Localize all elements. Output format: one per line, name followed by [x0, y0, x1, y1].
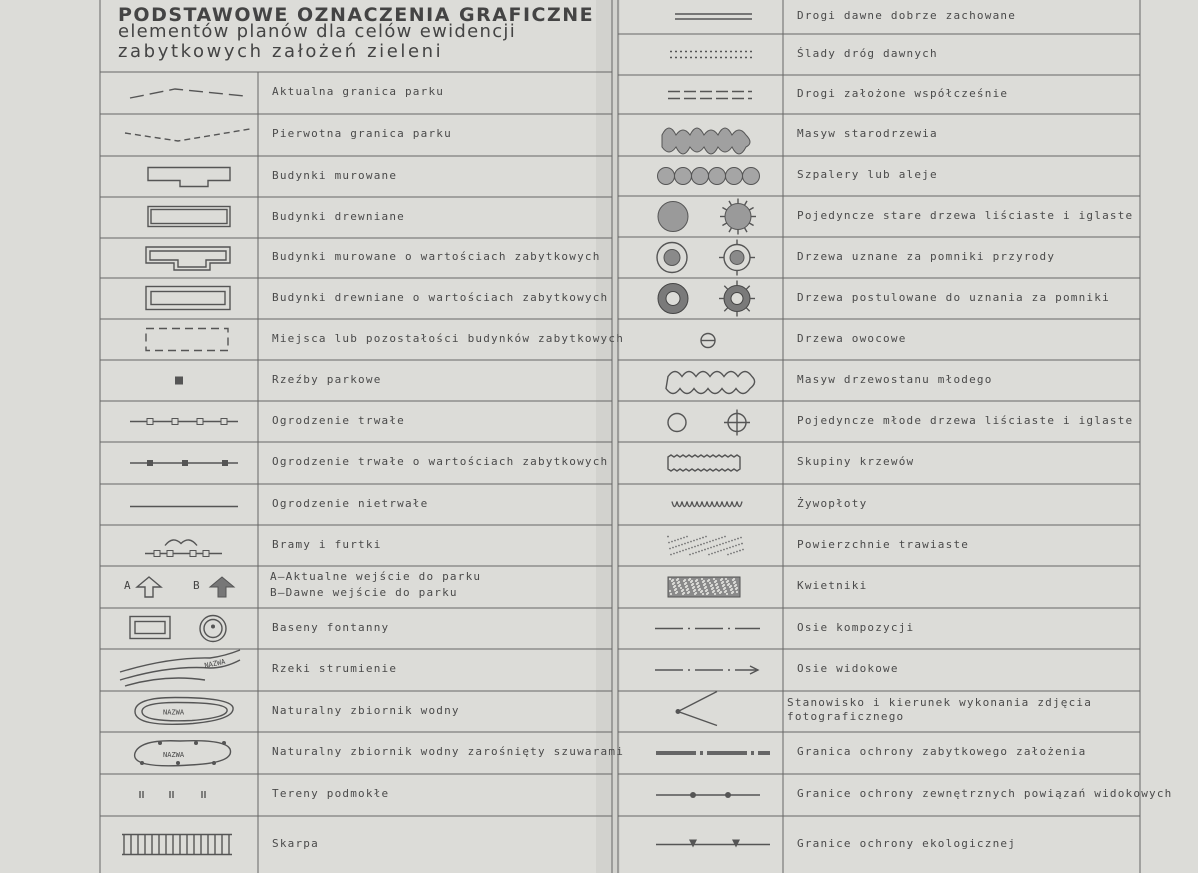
legend-label: Budynki murowane o wartościach zabytkowych [272, 250, 601, 263]
legend-label: Skarpa [272, 836, 319, 850]
river-name-label: NAZWA [203, 657, 227, 670]
legend-label: Skupiny krzewów [797, 455, 915, 468]
legend-label: Rzeki strumienie [272, 662, 398, 675]
legend-label: Ogrodzenie trwałe [272, 413, 405, 427]
entrance-a-label: A [124, 579, 131, 592]
legend-label: Naturalny zbiornik wodny zarośnięty szuwarami [272, 745, 625, 758]
legend-subtitle-1: elementów planów dla celów ewidencji [118, 21, 517, 42]
legend-label: Szpalery lub aleje [797, 168, 938, 181]
legend-label: Budynki drewniane o wartościach zabytkowych [272, 290, 609, 304]
flowerbed-icon [668, 577, 740, 597]
legend-label: Pojedyncze stare drzewa liściaste i iglaste [797, 208, 1134, 222]
legend-label: Masyw starodrzewia [797, 127, 938, 140]
legend-label: A—Aktualne wejście do parku [270, 570, 482, 583]
legend-label: Ogrodzenie nietrwałe [272, 496, 429, 510]
legend-label: Stanowisko i kierunek wykonania zdjęcia [787, 696, 1093, 709]
entrance-b-label: B [193, 579, 200, 592]
legend-label: Granice ochrony zewnętrznych powiązań widokowych [797, 787, 1173, 800]
legend-label: Drzewa owocowe [797, 331, 907, 345]
pond-name-label: NAZWA [163, 708, 185, 717]
legend-label: fotograficznego [787, 710, 905, 723]
legend-label: Miejsca lub pozostałości budynków zabytkowych [272, 331, 625, 345]
legend-label: Osie kompozycji [797, 620, 915, 634]
legend-label: Kwietniki [797, 579, 868, 592]
legend-label: Budynki murowane [272, 168, 398, 182]
legend-label: Ślady dróg dawnych [797, 46, 938, 60]
legend-label: Drogi założone współcześnie [797, 86, 1009, 100]
legend-label: Osie widokowe [797, 662, 899, 675]
legend-label: Aktualna granica parku [272, 85, 445, 98]
overgrown-pond-name-label: NAZWA [163, 751, 185, 759]
legend-label: Granica ochrony zabytkowego założenia [797, 745, 1087, 758]
legend-label: Pojedyncze młode drzewa liściaste i iglaste [797, 413, 1134, 427]
legend-subtitle-2: zabytkowych założeń zieleni [118, 41, 444, 62]
legend-label: Naturalny zbiornik wodny [272, 703, 460, 717]
legend-label: Bramy i furtki [272, 537, 382, 551]
legend-label: Drzewa postulowane do uznania za pomniki [797, 290, 1110, 304]
legend-label: Drzewa uznane za pomniki przyrody [797, 249, 1056, 263]
legend-label: Drogi dawne dobrze zachowane [797, 9, 1017, 22]
legend-label: Powierzchnie trawiaste [797, 537, 970, 551]
legend-label: Granice ochrony ekologicznej [797, 836, 1017, 850]
legend-label: Pierwotna granica parku [272, 127, 452, 140]
legend-label: Ogrodzenie trwałe o wartościach zabytkowych [272, 455, 609, 468]
legend-title: PODSTAWOWE OZNACZENIA GRAFICZNE [118, 4, 595, 26]
legend-label: B—Dawne wejście do parku [270, 586, 458, 599]
sculpture-icon [175, 377, 183, 385]
legend-label: Rzeźby parkowe [272, 372, 382, 386]
legend-label: Budynki drewniane [272, 209, 405, 223]
legend-label: Tereny podmokłe [272, 787, 390, 800]
legend-label: Masyw drzewostanu młodego [797, 372, 993, 386]
legend-label: Baseny fontanny [272, 620, 390, 634]
legend-label: Żywopłoty [797, 496, 868, 510]
